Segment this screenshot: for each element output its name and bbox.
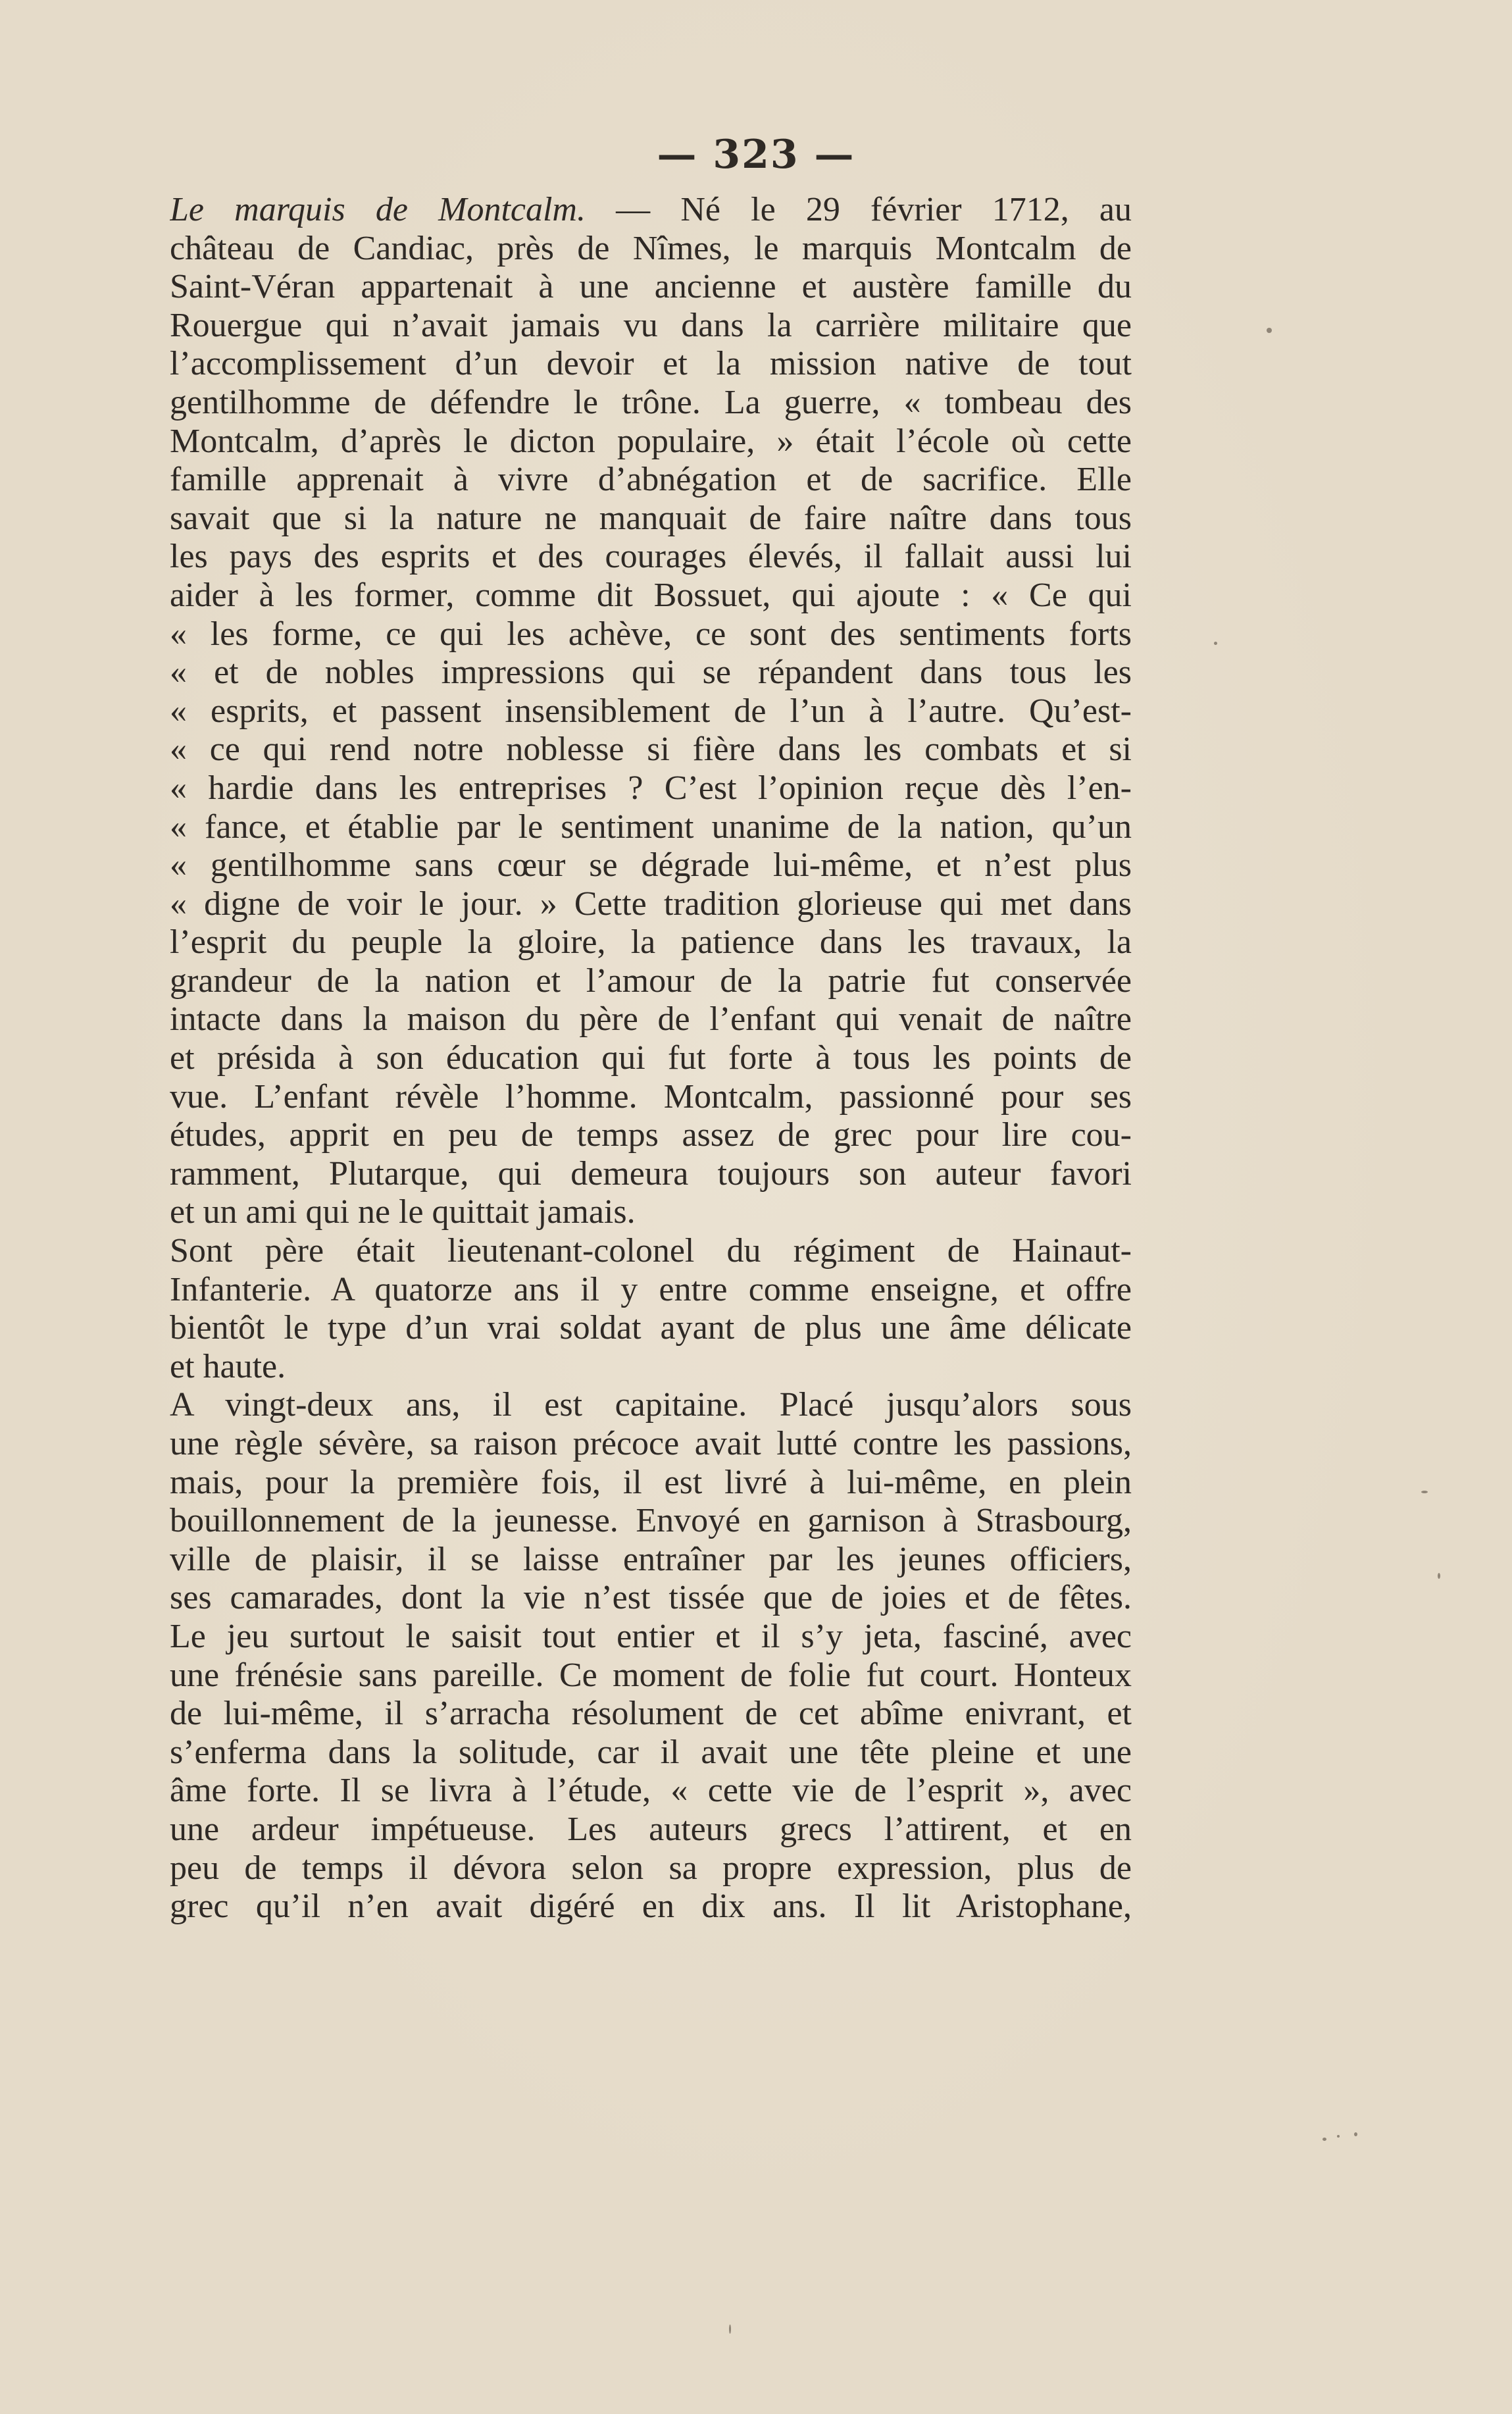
text-line: « ce qui rend notre noblesse si fière dans les combats et si — [170, 731, 1132, 769]
text-line: une ardeur impétueuse. Les auteurs grecs l’attirent, et en — [170, 1810, 1132, 1848]
text-line: une frénésie sans pareille. Ce moment de folie fut court. Honteux — [170, 1656, 1132, 1694]
text-line: une règle sévère, sa raison précoce avait lutté contre les passions, — [170, 1425, 1132, 1462]
text-line: « et de nobles impressions qui se répandent dans tous les — [170, 654, 1132, 692]
text-line: « gentilhomme sans cœur se dégrade lui-même, et n’est plus — [170, 846, 1132, 885]
text-line: ses camarades, dont la vie n’est tissée que de joies et de fêtes. — [170, 1579, 1132, 1617]
text-line: « fance, et établie par le sentiment unanime de la nation, qu’un — [170, 808, 1132, 846]
text-line: Saint-Véran appartenait à une ancienne et austère famille du — [170, 268, 1132, 306]
text-line: « esprits, et passent insensiblement de l’un à l’autre. Qu’est- — [170, 692, 1132, 730]
text-line: « hardie dans les entreprises ? C’est l’opinion reçue dès l’en- — [170, 769, 1132, 807]
text-line: s’enferma dans la solitude, car il avait une tête pleine et une — [170, 1733, 1132, 1771]
text-line: de lui-même, il s’arracha résolument de cet abîme enivrant, et — [170, 1695, 1132, 1733]
text-line: grandeur de la nation et l’amour de la patrie fut conservée — [170, 962, 1132, 1000]
text-line: peu de temps il dévora selon sa propre expression, plus de — [170, 1849, 1132, 1887]
text-line: Sont père était lieutenant-colonel du régiment de Hainaut- — [170, 1232, 1132, 1270]
paragraph-montcalm-intro — [170, 191, 1132, 1232]
paper-speck — [1323, 2138, 1326, 2141]
paragraph-youth — [170, 1386, 1132, 1926]
text-line: Rouergue qui n’avait jamais vu dans la carrière militaire que — [170, 306, 1132, 344]
text-line: gentilhomme de défendre le trône. La guerre, « tombeau des — [170, 383, 1132, 421]
text-line: et un ami qui ne le quittait jamais. — [170, 1193, 636, 1231]
text-line: savait que si la nature ne manquait de faire naître dans tous — [170, 499, 1132, 537]
text-line: bientôt le type d’un vrai soldat ayant de plus une âme délicate — [170, 1309, 1132, 1347]
text-line: Le jeu surtout le saisit tout entier et il s’y jeta, fasciné, avec — [170, 1617, 1132, 1655]
text-line: intacte dans la maison du père de l’enfant qui venait de naître — [170, 1000, 1132, 1039]
text-line: aider à les former, comme dit Bossuet, qui ajoute : « Ce qui — [170, 576, 1132, 614]
text-line: Le marquis de Montcalm. — Né le 29 février 1712, au — [170, 191, 1132, 228]
text-line: famille apprenait à vivre d’abnégation et de sacrifice. Elle — [170, 461, 1132, 499]
paper-speck — [1354, 2132, 1357, 2136]
page-number: — 323 — — [657, 132, 855, 178]
body-text — [170, 191, 1132, 1926]
text-line: et présida à son éducation qui fut forte à tous les points de — [170, 1039, 1132, 1077]
text-line: âme forte. Il se livra à l’étude, « cette vie de l’esprit », avec — [170, 1772, 1132, 1810]
paper-speck — [729, 2324, 731, 2334]
text-line: ville de plaisir, il se laisse entraîner par les jeunes officiers, — [170, 1540, 1132, 1578]
paper-speck — [1267, 328, 1272, 333]
text-line: mais, pour la première fois, il est livré à lui-même, en plein — [170, 1463, 1132, 1501]
text-line: château de Candiac, près de Nîmes, le marquis Montcalm de — [170, 229, 1132, 267]
paragraph-father — [170, 1232, 1132, 1386]
text-line: l’esprit du peuple la gloire, la patience dans les travaux, la — [170, 923, 1132, 962]
text-line: grec qu’il n’en avait digéré en dix ans. Il lit Aristophane, — [170, 1888, 1132, 1926]
text-line: et haute. — [170, 1347, 286, 1385]
text-line: l’accomplissement d’un devoir et la mission native de tout — [170, 345, 1132, 383]
paper-speck — [1337, 2135, 1340, 2138]
section-heading: Le marquis de Montcalm. — [170, 191, 586, 228]
text-line: ramment, Plutarque, qui demeura toujours son auteur favori — [170, 1154, 1132, 1193]
text-line: bouillonnement de la jeunesse. Envoyé en garnison à Strasbourg, — [170, 1502, 1132, 1540]
text-line: A vingt-deux ans, il est capitaine. Placé jusqu’alors sous — [170, 1386, 1132, 1424]
paper-speck — [1438, 1573, 1440, 1579]
text-line: les pays des esprits et des courages élevés, il fallait aussi lui — [170, 538, 1132, 576]
text-line: Montcalm, d’après le dicton populaire, » était l’école où cette — [170, 422, 1132, 460]
text-line: « digne de voir le jour. » Cette tradition glorieuse qui met dans — [170, 885, 1132, 923]
text-line: vue. L’enfant révèle l’homme. Montcalm, passionné pour ses — [170, 1077, 1132, 1116]
paper-speck — [1214, 642, 1217, 645]
text-line: études, apprit en peu de temps assez de grec pour lire cou- — [170, 1116, 1132, 1154]
text-line: Infanterie. A quatorze ans il y entre comme enseigne, et offre — [170, 1270, 1132, 1308]
text-line: « les forme, ce qui les achève, ce sont des sentiments forts — [170, 615, 1132, 653]
paper-speck — [1421, 1491, 1428, 1493]
